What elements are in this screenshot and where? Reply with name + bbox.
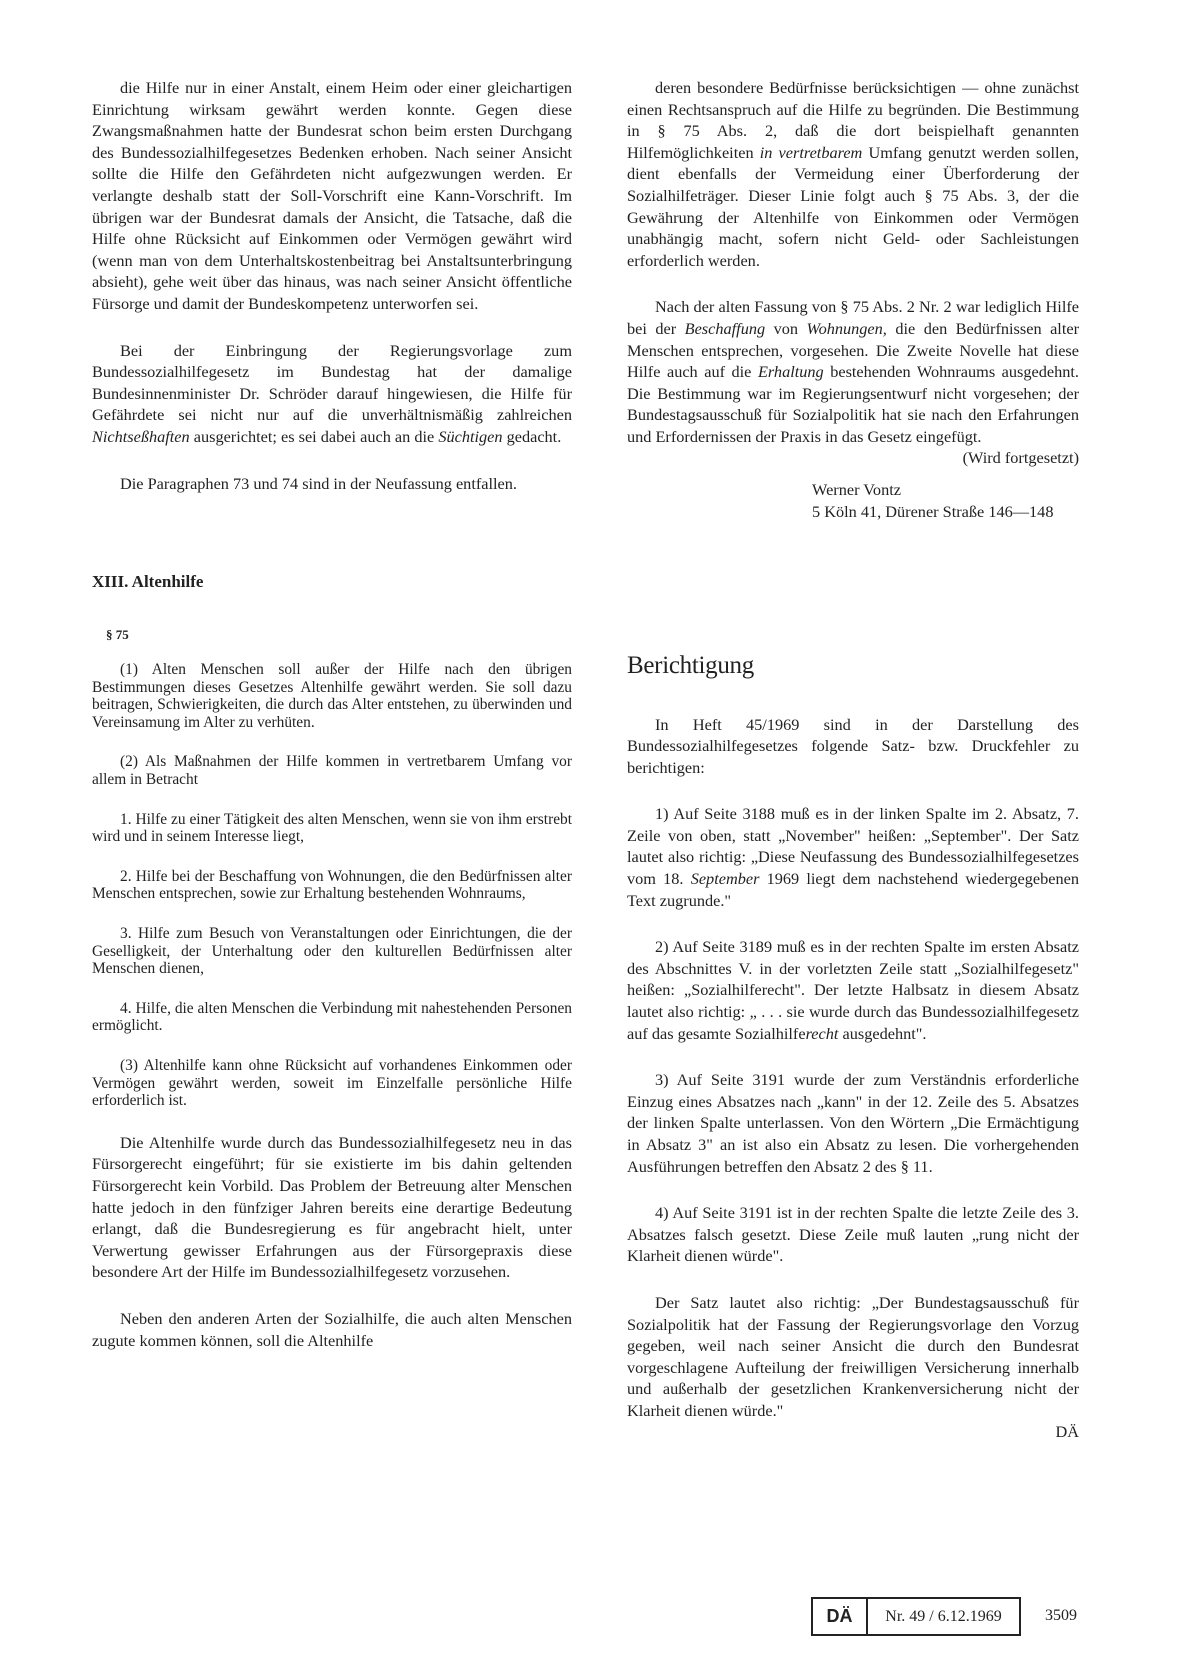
paragraph: Neben den anderen Arten der Sozialhilfe, die auch alten Menschen zugute kommen können, soll die Altenhilfe	[92, 1308, 572, 1350]
right-column	[627, 77, 1079, 1442]
section-heading: XIII. Altenhilfe	[92, 572, 204, 592]
author-signature	[627, 479, 1079, 523]
paragraph: deren besondere Bedürfnisse berücksichtigen — ohne zunächst einen Rechtsanspruch auf die Hilfe zu begründen. Die Bestimmung in § 75 Abs. 2, daß die dort beispielhaft genannten Hilfemöglichkeiten in vertretbarem Umfang genutzt werden sollen, dient ebenfalls der Vermeidung einer Überforderung der Sozialhilfeträger. Dieser Linie folgt auch § 75 Abs. 3, der die Gewährung der Altenhilfe von Einkommen oder Vermögen unabhängig macht, sofern nicht Geld- oder Sachleistungen erforderlich werden.	[627, 78, 1079, 270]
correction-title: Berichtigung	[627, 651, 754, 679]
law-text: 4. Hilfe, die alten Menschen die Verbindung mit nahestehenden Personen ermöglicht.	[92, 999, 572, 1035]
paragraph: Die Altenhilfe wurde durch das Bundessozialhilfegesetz neu in das Fürsorgerecht eingeführt; für sie existierte im bis dahin geltenden Fürsorgerecht kein Vorbild. Das Problem der Betreuung alter Menschen hatte jedoch in den fünfziger Jahren bereits eine derartige Bedeutung erlangt, daß die Bundesregierung es für angebracht hielt, unter Verwertung gewisser Erfahrungen aus der Fürsorgepraxis diese besondere Art der Hilfe im Bundessozialhilfegesetz vorzusehen.	[92, 1132, 572, 1282]
law-text: 2. Hilfe bei der Beschaffung von Wohnungen, die den Bedürfnissen alter Menschen entsprechen, sowie zur Erhaltung bestehenden Wohnraums,	[92, 867, 572, 903]
paragraph: Bei der Einbringung der Regierungsvorlage zum Bundessozialhilfegesetz im Bundestag hat der damalige Bundesinnenminister Dr. Schröder darauf hingewiesen, die Hilfe für Gefährdete sei nicht nur auf die unverhältnismäßig zahlreichen Nichtseßhaften ausgerichtet; es sei dabei auch an die Süchtigen gedacht.	[92, 340, 572, 446]
paragraph: die Hilfe nur in einer Anstalt, einem Heim oder einer gleichartigen Einrichtung wirksam gewährt werden konnte. Gegen diese Zwangsmaßnahmen hatte der Bundesrat schon beim ersten Durchgang des Bundessozialhilfegesetzes Bedenken erhoben. Nach seiner Ansicht sollte die Hilfe den Gefährdeten nicht aufgezwungen werden. Er verlangte deshalb statt der Soll-Vorschrift eine Kann-Vorschrift. Im übrigen war der Bundesrat damals der Ansicht, die Tatsache, daß die Hilfe ohne Rücksicht auf Einkommen oder Vermögen gewährt wird (wenn man von dem Unterhaltskostenbeitrag bei Anstaltsunterbringung absieht), gehe weit über das hinaus, was nach seiner Ansicht öffentliche Fürsorge und damit der Bundeskompetenz unterworfen sei.	[92, 78, 572, 313]
continued-note: (Wird fortgesetzt)	[962, 447, 1079, 467]
issue-number: Nr. 49 / 6.12.1969	[885, 1607, 1002, 1625]
correction-paragraph: 3) Auf Seite 3191 wurde der zum Verständnis erforderliche Einzug eines Absatzes nach „kann" in der 12. Zeile des 5. Absatzes der linken Spalte unterlassen. Von den Wörtern „Die Ermächtigung in Absatz 3" an ist also ein Absatz zu lesen. Die vorhergehenden Ausführungen betreffen den Absatz 2 des § 11.	[627, 1070, 1079, 1176]
correction-paragraph: 4) Auf Seite 3191 ist in der rechten Spalte die letzte Zeile des 3. Absatzes falsch gesetzt. Diese Zeile muß lauten „rung nicht der Klarheit dienen würde".	[627, 1203, 1079, 1266]
correction-paragraph: Der Satz lautet also richtig: „Der Bundestagsausschuß für Sozialpolitik hat der Fassung der Regierungsvorlage den Vorzug gegeben, weil nach seiner Ansicht die durch den Bundesrat vorgeschlagene Aufteilung der freiwilligen Versicherung innerhalb und außerhalb der gesetzlichen Krankenversicherung nicht der Klarheit dienen würde."	[627, 1292, 1079, 1420]
page-number: 3509	[1045, 1607, 1077, 1624]
correction-paragraph: 1) Auf Seite 3188 muß es in der linken Spalte im 2. Absatz, 7. Zeile von oben, statt „November" heißen: „September". Der Satz lautet also richtig: „Diese Neufassung des Bundessozialhilfegesetzes vom 18. September 1969 liegt dem nachstehend wiedergegebenen Text zugrunde."	[627, 804, 1079, 910]
correction-paragraph: In Heft 45/1969 sind in der Darstellung des Bundessozialhilfegesetzes folgende Satz- bzw. Druckfehler zu berichtigen:	[627, 714, 1079, 777]
law-text: 3. Hilfe zum Besuch von Veranstaltungen oder Einrichtungen, die der Geselligkeit, der Unterhaltung oder den kulturellen Bedürfnissen alter Menschen dienen,	[92, 925, 572, 978]
paragraph: Die Paragraphen 73 und 74 sind in der Neufassung entfallen.	[120, 473, 517, 493]
journal-logo: DÄ	[813, 1599, 868, 1634]
paragraph-sign: § 75	[106, 627, 129, 643]
law-text: (2) Als Maßnahmen der Hilfe kommen in vertretbarem Umfang vor allem in Betracht	[92, 753, 572, 789]
author-name: Werner Vontz	[812, 479, 901, 499]
paragraph: Nach der alten Fassung von § 75 Abs. 2 Nr. 2 war lediglich Hilfe bei der Beschaffung von Wohnungen, die den Bedürfnissen alter Menschen entsprechen, vorgesehen. Die Zweite Novelle hat diese Hilfe auch auf die Erhaltung bestehenden Wohnraums ausgedehnt. Die Bestimmung war im Regierungsentwurf nicht vorgesehen; der Bundestagsausschuß für Sozialpolitik hat sie nach den Erfahrungen und Erfordernissen der Praxis in das Gesetz eingefügt.	[627, 297, 1079, 446]
left-column	[92, 77, 572, 1351]
correction-paragraph: 2) Auf Seite 3189 muß es in der rechten Spalte im ersten Absatz des Abschnittes V. in der vorletzten Zeile statt „Sozialhilfegesetz" heißen: „Sozialhilferecht". Der letzte Halbsatz in diesem Absatz lautet also richtig: „ . . . sie wurde durch das Bundessozialhilfegesetz auf das gesamte Sozialhilferecht ausgedehnt".	[627, 937, 1079, 1043]
law-text: (3) Altenhilfe kann ohne Rücksicht auf vorhandenes Einkommen oder Vermögen gewährt werden, soweit im Einzelfalle persönliche Hilfe erforderlich ist.	[92, 1057, 572, 1110]
law-text: (1) Alten Menschen soll außer der Hilfe nach den übrigen Bestimmungen dieses Gesetzes Altenhilfe gewährt werden. Sie soll dazu beitragen, Schwierigkeiten, die durch das Alter entstehen, zu überwinden und Vereinsamung im Alter zu verhüten.	[92, 661, 572, 731]
law-text: 1. Hilfe zu einer Tätigkeit des alten Menschen, wenn sie von ihm erstrebt wird und in seinem Interesse liegt,	[92, 810, 572, 846]
author-address: 5 Köln 41, Dürener Straße 146—148	[812, 501, 1054, 521]
correction-sign: DÄ	[1055, 1421, 1079, 1441]
issue-box	[811, 1597, 1021, 1636]
